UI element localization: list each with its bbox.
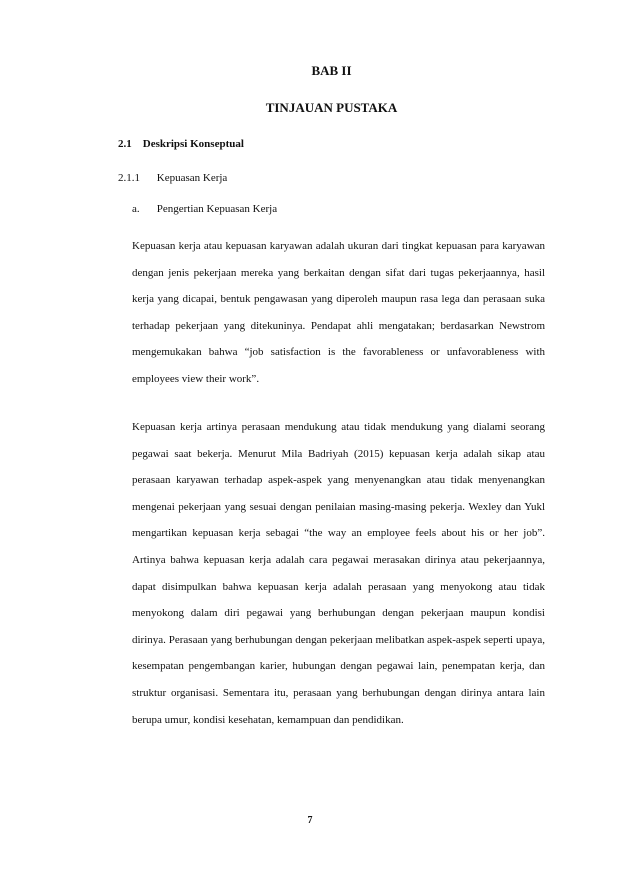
subsubsection-title: Pengertian Kepuasan Kerja (156, 203, 278, 215)
section-title: Deskripsi Konseptual (142, 138, 244, 150)
subsection-heading (118, 172, 227, 184)
section-heading (118, 138, 244, 150)
section-number: 2.1 (118, 138, 132, 150)
paragraph-2: Kepuasan kerja artinya perasaan mendukung atau tidak mendukung yang dialami seorang pegawai saat bekerja. Menurut Mila Badriyah (2015) kepuasan kerja adalah sikap atau perasaan karyawan terhadap aspek-aspek yang menyenangkan atau tidak menyenangkan mengenai pekerjaan yang sesuai dengan penilaian masing-masing pekerja. Wexley dan Yukl mengartikan kepuasan kerja sebagai “the way an employee feels about his or her job”. Artinya bahwa kepuasan kerja adalah cara pegawai merasakan dirinya atau pekerjaannya, dapat disimpulkan bahwa kepuasan kerja adalah perasaan yang menyokong atau tidak menyokong dalam diri pegawai yang berhubungan dengan pekerjaan maupun kondisi dirinya. Perasaan yang berhubungan dengan pekerjaan melibatkan aspek-aspek seperti upaya, kesempatan pengembangan karier, hubungan dengan pegawai lain, penempatan kerja, dan struktur organisasi. Sementara itu, perasaan yang berhubungan dengan dirinya antara lain berupa umur, kondisi kesehatan, kemampuan dan pendidikan. (132, 421, 545, 726)
subsubsection-heading (132, 203, 277, 215)
subsection-title: Kepuasan Kerja (156, 172, 228, 184)
page-number: 7 (307, 815, 313, 826)
chapter-title: TINJAUAN PUSTAKA (265, 100, 398, 115)
chapter-number: BAB II (311, 63, 352, 78)
subsubsection-number: a. (132, 203, 140, 215)
paragraph-1: Kepuasan kerja atau kepuasan karyawan adalah ukuran dari tingkat kepuasan para karyawan dengan jenis pekerjaan mereka yang berkaitan dengan sifat dari tugas pekerjaannya, hasil kerja yang dicapai, bentuk pengawasan yang diperoleh maupun rasa lega dan perasaan suka terhadap pekerjaan yang ditekuninya. Pendapat ahli mengatakan; berdasarkan Newstrom mengemukakan bahwa “job satisfaction is the favorableness or unfavorableness with employees view their work”. (132, 240, 545, 385)
subsection-number: 2.1.1 (118, 172, 140, 184)
